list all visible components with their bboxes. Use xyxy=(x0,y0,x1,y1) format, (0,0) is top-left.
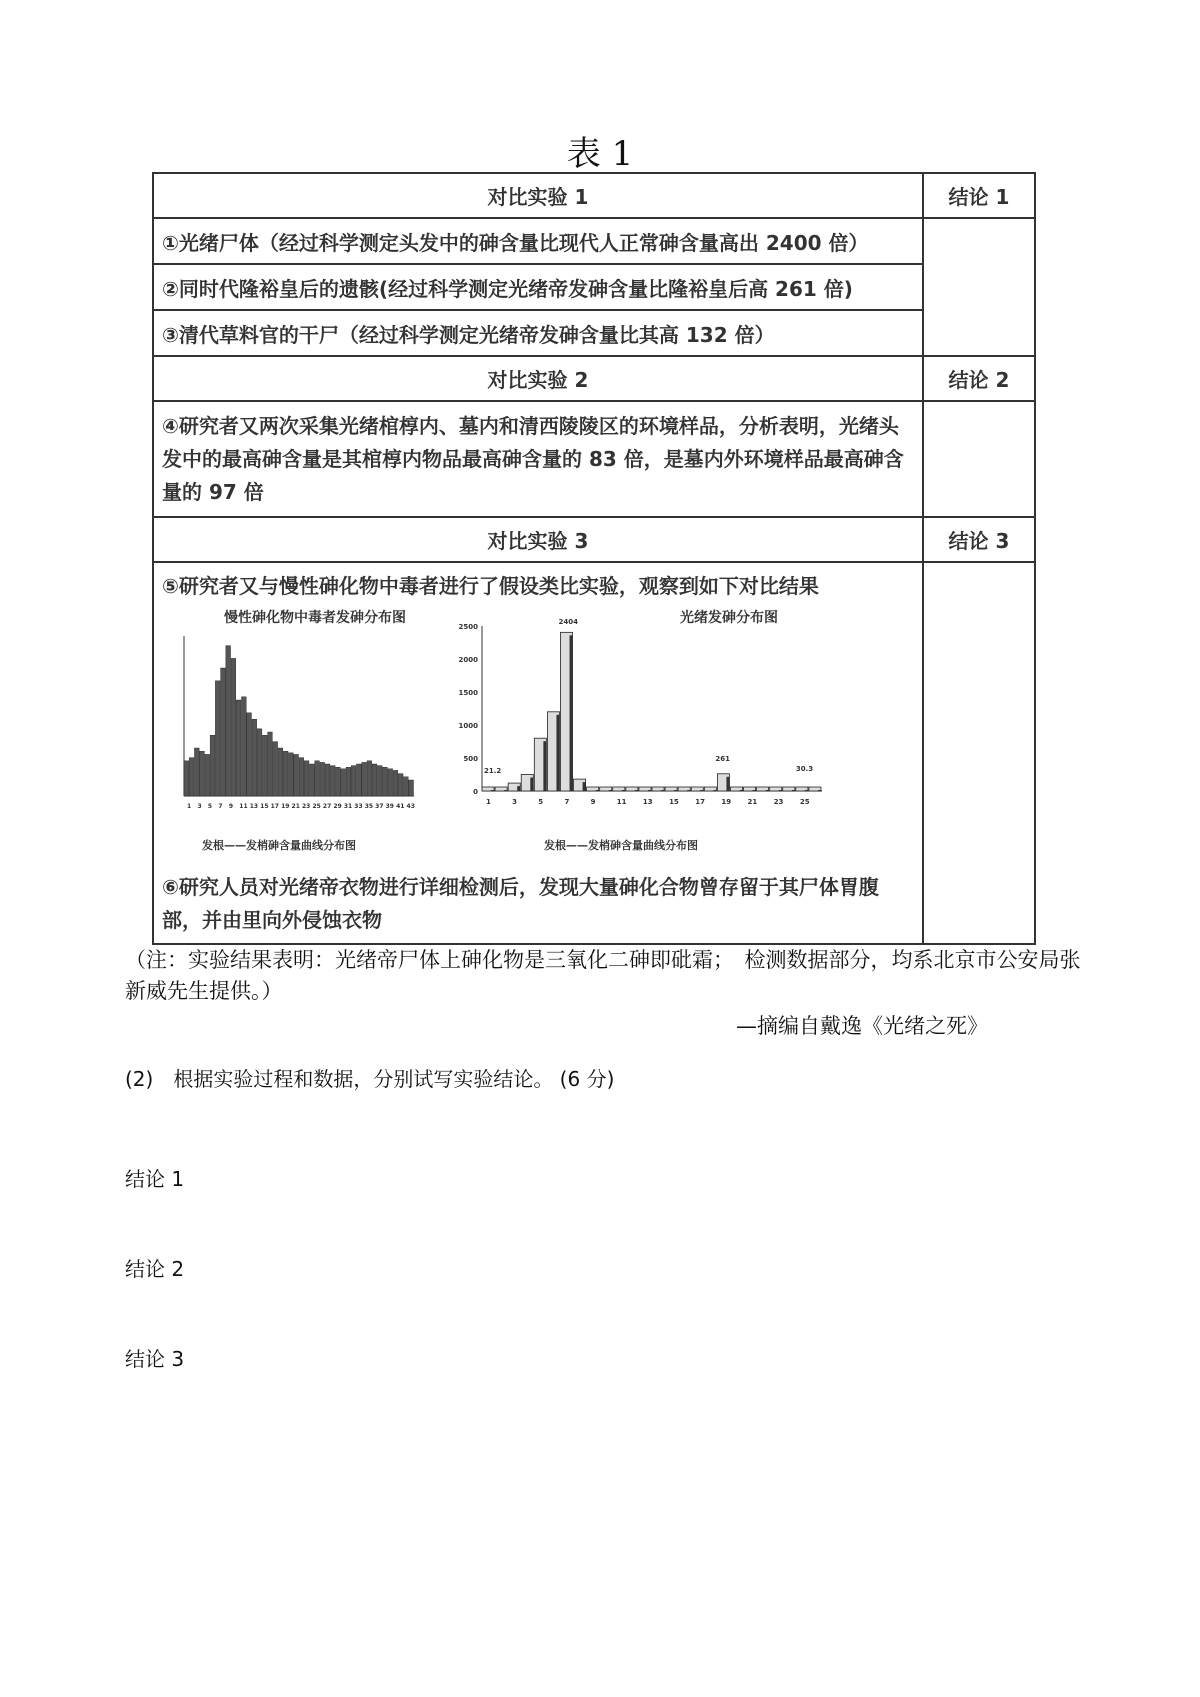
x-tick-label: 23 xyxy=(302,803,311,810)
x-tick-label: 9 xyxy=(590,798,596,806)
bar-shadow xyxy=(700,790,703,791)
chart2-caption: 发根——发梢砷含量曲线分布图 xyxy=(544,839,698,852)
y-tick-label: 500 xyxy=(463,755,478,763)
question-2: (2) 根据实验过程和数据，分别试写实验结论。 (6 分) xyxy=(125,1067,615,1091)
bar xyxy=(330,766,335,796)
bar-shadow xyxy=(583,782,586,791)
bar xyxy=(351,766,356,796)
x-tick-label: 19 xyxy=(281,803,290,810)
conclusion3-cell xyxy=(923,562,1035,944)
bar-shadow xyxy=(687,790,690,791)
item-5: ⑤研究者又与慢性砷化物中毒者进行了假设类比实验，观察到如下对比结果 xyxy=(162,574,819,598)
bar xyxy=(393,770,398,796)
bar xyxy=(341,769,346,796)
data-label-last: 30.3 xyxy=(795,765,814,773)
exp3-body xyxy=(153,562,923,944)
bar-shadow xyxy=(648,790,651,791)
x-tick-label: 5 xyxy=(538,798,544,806)
x-tick-label: 25 xyxy=(312,803,321,810)
bar xyxy=(367,761,372,796)
bar xyxy=(309,764,314,796)
bar xyxy=(336,767,341,796)
item-1: ①光绪尸体（经过科学测定头发中的砷含量比现代人正常砷含量高出 2400 倍） xyxy=(153,218,923,264)
bar xyxy=(362,762,367,796)
bar-shadow xyxy=(517,786,520,791)
bar-shadow xyxy=(609,790,612,791)
conclusion1-header: 结论 1 xyxy=(923,173,1035,218)
bar xyxy=(278,748,283,796)
x-tick-label: 13 xyxy=(642,798,653,806)
bar xyxy=(194,748,199,796)
bar-shadow xyxy=(674,790,677,791)
answer-label-3: 结论 3 xyxy=(125,1347,185,1371)
bar-shadow xyxy=(635,790,638,791)
item-3: ③清代草料官的干尸（经过科学测定光绪帝发砷含量比其高 132 倍） xyxy=(153,310,923,356)
chart-chronic-arsenic xyxy=(172,626,437,826)
conclusion3-header: 结论 3 xyxy=(923,517,1035,562)
bar-shadow xyxy=(491,790,494,791)
conclusion2-cell xyxy=(923,401,1035,517)
y-tick-label: 2000 xyxy=(458,656,478,664)
bar-shadow xyxy=(726,777,729,791)
bar xyxy=(283,751,288,796)
x-tick-label: 25 xyxy=(799,798,810,806)
x-tick-label: 3 xyxy=(197,803,202,810)
bar xyxy=(294,754,299,796)
x-tick-label: 31 xyxy=(343,803,353,810)
bar-shadow xyxy=(818,790,821,791)
x-tick-label: 23 xyxy=(773,798,784,806)
y-tick-label: 1000 xyxy=(458,722,478,730)
data-label-first: 21.2 xyxy=(484,767,502,775)
x-tick-label: 29 xyxy=(333,803,342,810)
bar xyxy=(383,767,388,796)
x-tick-label: 21 xyxy=(291,803,300,810)
bar xyxy=(262,735,267,796)
data-label-mid: 261 xyxy=(715,755,731,763)
bar xyxy=(325,764,330,796)
x-tick-label: 9 xyxy=(228,803,234,810)
item-2: ②同时代隆裕皇后的遗骸(经过科学测定光绪帝发砷含量比隆裕皇后高 261 倍) xyxy=(153,264,923,310)
bar xyxy=(372,764,377,796)
x-tick-label: 35 xyxy=(364,803,374,810)
bar xyxy=(388,769,393,796)
x-tick-label: 13 xyxy=(249,803,259,810)
bar xyxy=(315,761,320,796)
bar xyxy=(247,713,252,796)
bar xyxy=(346,767,351,796)
bar-shadow xyxy=(661,790,664,791)
answer-label-1: 结论 1 xyxy=(125,1167,185,1191)
chart1-caption: 发根——发梢砷含量曲线分布图 xyxy=(202,839,356,852)
bar xyxy=(404,777,409,796)
x-tick-label: 17 xyxy=(695,798,705,806)
bar-shadow xyxy=(530,778,533,792)
x-tick-label: 39 xyxy=(385,803,394,810)
bar xyxy=(268,732,273,796)
bar xyxy=(299,758,304,796)
bar xyxy=(398,774,403,796)
x-tick-label: 1 xyxy=(187,803,192,810)
page-title: 表 1 xyxy=(566,134,634,174)
x-tick-label: 27 xyxy=(322,803,332,810)
x-tick-label: 41 xyxy=(396,803,405,810)
bar xyxy=(304,761,309,796)
x-tick-label: 11 xyxy=(616,798,627,806)
x-tick-label: 7 xyxy=(564,798,570,806)
bar xyxy=(205,754,210,796)
bar xyxy=(210,735,215,796)
x-tick-label: 1 xyxy=(486,798,491,806)
conclusion2-header: 结论 2 xyxy=(923,356,1035,401)
bar xyxy=(257,729,262,796)
bar xyxy=(221,668,226,796)
x-tick-label: 11 xyxy=(239,803,248,810)
bar xyxy=(215,681,220,796)
bar-shadow xyxy=(805,790,808,791)
bar-shadow xyxy=(622,790,625,791)
figures xyxy=(162,601,914,871)
chart1-title: 慢性砷化物中毒者发砷分布图 xyxy=(224,610,406,626)
x-tick-label: 37 xyxy=(375,803,384,810)
x-tick-label: 43 xyxy=(406,803,415,810)
y-tick-label: 2500 xyxy=(458,623,478,631)
bar-shadow xyxy=(570,635,573,791)
bar-shadow xyxy=(504,790,507,791)
bar-shadow xyxy=(792,790,795,791)
x-tick-label: 33 xyxy=(354,803,363,810)
answer-label-2: 结论 2 xyxy=(125,1257,185,1281)
chart-guangxu-arsenic xyxy=(444,613,844,823)
experiment-table xyxy=(152,172,1036,945)
x-tick-label: 21 xyxy=(747,798,758,806)
bar-shadow xyxy=(713,790,716,791)
x-tick-label: 15 xyxy=(669,798,679,806)
exp2-header: 对比实验 2 xyxy=(153,356,923,401)
bar xyxy=(236,700,241,796)
bar xyxy=(200,751,205,796)
footnote: （注：实验结果表明：光绪帝尸体上砷化物是三氧化二砷即砒霜； 检测数据部分，均系北京市公安局张新威先生提供。） xyxy=(125,948,1081,1003)
bar xyxy=(289,753,294,796)
source-citation: —摘编自戴逸《光绪之死》 xyxy=(736,1014,988,1038)
bar xyxy=(377,766,382,796)
y-tick-label: 0 xyxy=(473,788,478,796)
bar-shadow xyxy=(556,715,559,791)
x-tick-label: 3 xyxy=(512,798,518,806)
exp3-header: 对比实验 3 xyxy=(153,517,923,562)
x-tick-label: 15 xyxy=(260,803,269,810)
bar-shadow xyxy=(779,790,782,791)
bar-shadow xyxy=(766,790,769,791)
bar xyxy=(242,697,247,796)
bar xyxy=(226,646,231,796)
bar xyxy=(231,658,236,796)
chart2-title: 光绪发砷分布图 xyxy=(680,610,778,626)
item-6: ⑥研究人员对光绪帝衣物进行详细检测后，发现大量砷化合物曾存留于其尸体胃腹部，并由里向外侵蚀衣物 xyxy=(162,875,879,932)
bar xyxy=(273,742,278,796)
bar xyxy=(189,758,194,796)
x-tick-label: 7 xyxy=(218,803,223,810)
x-tick-label: 5 xyxy=(207,803,213,810)
item-4: ④研究者又两次采集光绪棺椁内、墓内和清西陵陵区的环境样品，分析表明，光绪头发中的最高砷含量是其棺椁内物品最高砷含量的 83 倍，是墓内外环境样品最高砷含量的 97 倍 xyxy=(153,401,923,517)
bar-shadow xyxy=(740,790,743,791)
bar xyxy=(409,780,414,796)
x-tick-label: 19 xyxy=(721,798,732,806)
x-tick-label: 17 xyxy=(270,803,279,810)
conclusion1-cell xyxy=(923,218,1035,356)
bar xyxy=(320,762,325,796)
exp1-header: 对比实验 1 xyxy=(153,173,923,218)
bar-shadow xyxy=(596,790,599,791)
bar xyxy=(184,761,189,796)
bar-shadow xyxy=(543,741,546,791)
bar xyxy=(252,719,257,796)
bar-shadow xyxy=(753,790,756,791)
y-tick-label: 1500 xyxy=(458,689,478,697)
data-label-peak: 2404 xyxy=(558,618,578,626)
bar xyxy=(357,764,362,796)
